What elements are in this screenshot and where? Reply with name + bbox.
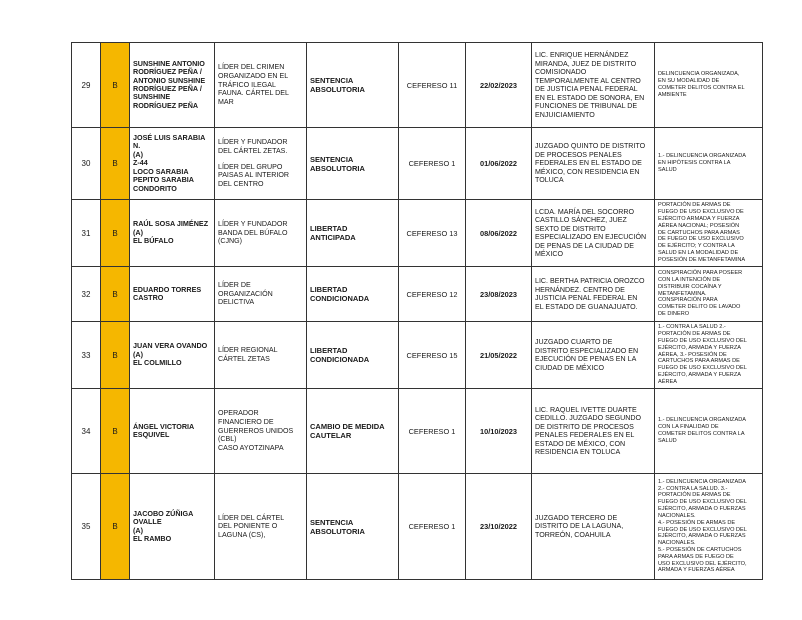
court-authority-line: EN EL ESTADO DE SONORA, EN bbox=[535, 93, 645, 102]
legal-status-line: CAUTELAR bbox=[310, 431, 352, 440]
subject-role-line: LÍDER DEL CRIMEN bbox=[218, 63, 285, 72]
subject-role-line: LAGUNA (CS), bbox=[218, 530, 266, 539]
court-authority bbox=[532, 474, 655, 580]
subject-name-line: LOCO SARABIA bbox=[133, 166, 189, 176]
level-badge: B bbox=[101, 128, 130, 200]
prison-name: CEFERESO 1 bbox=[399, 474, 466, 580]
subject-role-line: (CBL) bbox=[218, 435, 237, 444]
legal-status-line: LIBERTAD bbox=[310, 346, 348, 355]
table-row bbox=[72, 389, 763, 474]
subject-role-line: (CJNG) bbox=[218, 237, 243, 246]
legal-status-line: ABSOLUTORIA bbox=[310, 163, 365, 173]
legal-status-line: SENTENCIA bbox=[310, 76, 354, 85]
crime-description-line: COMETER DELITOS CONTRA EL bbox=[658, 85, 745, 91]
line-gap bbox=[218, 156, 303, 163]
prison-name: CEFERESO 1 bbox=[399, 389, 466, 474]
court-authority-line: DE JUSTICIA PENAL FEDERAL bbox=[535, 85, 638, 93]
crime-description-line: SALUD EN LA MODALIDAD DE bbox=[658, 250, 739, 257]
subject-name-line: N. bbox=[133, 141, 141, 151]
subject-name-line: JOSÉ LUIS SARABIA bbox=[133, 132, 206, 142]
court-authority-line: LCDA. MARÍA DEL SOCORRO bbox=[535, 207, 635, 216]
row-number: 33 bbox=[72, 322, 101, 389]
subject-role-line: MAR bbox=[218, 97, 234, 106]
subject-name-line: ÁNGEL VICTORIA bbox=[133, 421, 195, 431]
subject-name-line: RODRÍGUEZ PEÑA / bbox=[133, 84, 202, 93]
court-authority-line: JUZGADO QUINTO DE DISTRITO bbox=[535, 142, 646, 151]
subject-role-line: DEL PONIENTE O bbox=[218, 522, 278, 531]
court-authority-line: JUZGADO TERCERO DE bbox=[535, 513, 618, 522]
court-authority-line: ESPECIALIZADO EN EJECUCIÓN bbox=[535, 233, 647, 241]
court-authority bbox=[532, 389, 655, 474]
resolution-date: 23/10/2022 bbox=[466, 474, 532, 580]
subject-role-line: LÍDER DEL GRUPO bbox=[218, 162, 283, 171]
row-number: 34 bbox=[72, 389, 101, 474]
subject-name-line: SUNSHINE bbox=[133, 92, 171, 102]
resolution-date: 01/06/2022 bbox=[466, 128, 532, 200]
subject-name-line: (A) bbox=[133, 149, 143, 159]
subject-role-line: DEL CÁRTEL ZETAS. bbox=[218, 147, 288, 156]
crime-description-line: COMETER DELITO DE LAVADO bbox=[658, 304, 741, 311]
crime-description-line: CARTUCHOS PARA ARMAS DE bbox=[658, 358, 740, 365]
subject-role-line: PAISAS AL INTERIOR bbox=[218, 171, 289, 180]
subject-name-line: CASTRO bbox=[133, 293, 164, 302]
subject-name-line: PEPITO SARABIA bbox=[133, 175, 194, 185]
legal-status bbox=[307, 128, 399, 200]
crime-description-line: PORTACIÓN DE ARMAS DE bbox=[658, 331, 731, 338]
prison-name: CEFERESO 1 bbox=[399, 128, 466, 200]
legal-status bbox=[307, 267, 399, 322]
subject-name-line: RODRÍGUEZ PEÑA / bbox=[133, 67, 202, 77]
legal-status bbox=[307, 322, 399, 389]
subject-role-line: BANDA DEL BÚFALO bbox=[218, 228, 288, 237]
crime-description-line: SALUD bbox=[658, 166, 677, 173]
crime-description-line: PORTACIÓN DE ARMAS DE bbox=[658, 492, 731, 499]
court-authority-line: LIC. RAQUEL IVETTE DUARTE bbox=[535, 405, 637, 414]
court-authority-line: TEMPORALMENTE AL CENTRO bbox=[535, 76, 641, 85]
subject-name-line: EL COLMILLO bbox=[133, 358, 182, 368]
court-authority-line: JUZGADO CUARTO DE bbox=[535, 338, 613, 346]
court-authority-line: EL ESTADO DE GUANAJUATO. bbox=[535, 302, 638, 311]
legal-status-line: CAMBIO DE MEDIDA bbox=[310, 422, 385, 431]
court-authority-line: SEXTO DE DISTRITO bbox=[535, 224, 606, 233]
crime-description bbox=[655, 128, 763, 200]
court-authority-line: EJECUCIÓN DE PENAS EN LA bbox=[535, 355, 637, 363]
court-authority-line: LIC. BERTHA PATRICIA OROZCO bbox=[535, 277, 645, 285]
crime-description-line: EN SU MODALIDAD DE bbox=[658, 78, 720, 85]
court-authority-line: MÉXICO bbox=[535, 250, 563, 258]
court-authority-line: HERNÁNDEZ. CENTRO DE bbox=[535, 285, 625, 294]
court-authority bbox=[532, 128, 655, 200]
legal-status-line: SENTENCIA bbox=[310, 154, 354, 164]
subject-role bbox=[215, 200, 307, 267]
crime-description-line: EJÉRCITO, ARMADA O FUERZAS bbox=[658, 506, 746, 513]
resolution-date: 21/05/2022 bbox=[466, 322, 532, 389]
subject-name bbox=[130, 200, 215, 267]
legal-status-line: ABSOLUTORIA bbox=[310, 526, 365, 536]
court-authority-line: DISTRITO DE LA LAGUNA, bbox=[535, 522, 624, 531]
court-authority-line: CIUDAD DE MÉXICO bbox=[535, 363, 604, 372]
crime-description-line: CON LA INTENCIÓN DE bbox=[658, 276, 721, 283]
crime-description-line: 2.- CONTRA LA SALUD. 3.- bbox=[658, 485, 728, 492]
crime-description-line: FUEGO DE USO EXCLUSIVO DEL bbox=[658, 526, 747, 533]
crime-description-line: CONSPIRACIÓN PARA bbox=[658, 297, 718, 304]
subject-role bbox=[215, 43, 307, 128]
crime-description-line: FUEGO DE USO EXCLUSIVO DE bbox=[658, 209, 744, 216]
subject-name bbox=[130, 43, 215, 128]
crime-description-line: METANFETAMINA. bbox=[658, 290, 707, 297]
legal-status-line: SENTENCIA bbox=[310, 517, 354, 527]
prison-name: CEFERESO 12 bbox=[399, 267, 466, 322]
court-authority-line: FEDERALES EN EL ESTADO DE bbox=[535, 159, 642, 168]
subject-role-line: LÍDER Y FUNDADOR bbox=[218, 220, 288, 229]
court-authority bbox=[532, 267, 655, 322]
subject-name-line: JUAN VERA OVANDO bbox=[133, 341, 208, 351]
prison-name: CEFERESO 11 bbox=[399, 43, 466, 128]
crime-description-line: EJÉRCITO ARMADA Y FUERZA bbox=[658, 215, 740, 222]
court-authority bbox=[532, 43, 655, 128]
court-authority-line: RESIDENCIA EN TOLUCA bbox=[535, 448, 621, 456]
crime-description-line: 1.- CONTRA LA SALUD 2.- bbox=[658, 324, 726, 331]
crime-description-line: FUEGO DE USO EXCLUSIVO DEL bbox=[658, 499, 747, 506]
subject-name-line: ESQUIVEL bbox=[133, 430, 170, 439]
legal-status-line: CONDICIONADA bbox=[310, 355, 370, 364]
court-authority-line: PENALES FEDERALES EN EL bbox=[535, 431, 635, 439]
subject-name-line: JACOBO ZÚÑIGA bbox=[133, 508, 194, 518]
court-authority-line: COMISIONADO bbox=[535, 68, 587, 76]
table-row bbox=[72, 128, 763, 200]
crime-description-line: FUEGO DE USO EXCLUSIVO DEL bbox=[658, 337, 747, 344]
crime-description-line: DE CARTUCHOS PARA ARMAS bbox=[658, 229, 740, 236]
subject-role bbox=[215, 267, 307, 322]
crime-description-line: 1.- DELINCUENCIA ORGANIZADA bbox=[658, 153, 746, 160]
crime-description-line: AÉREA, 3.- POSESIÓN DE bbox=[658, 351, 727, 358]
level-badge: B bbox=[101, 267, 130, 322]
court-authority-line: DE PROCESOS PENALES bbox=[535, 150, 622, 159]
court-authority-line: TORREÓN, COAHUILA bbox=[535, 530, 611, 539]
crime-description-line: DE DINERO bbox=[658, 311, 690, 318]
court-authority-line: LIC. ENRIQUE HERNÁNDEZ bbox=[535, 51, 629, 59]
subject-name bbox=[130, 322, 215, 389]
level-badge: B bbox=[101, 322, 130, 389]
crime-description-line: CON LA FINALIDAD DE bbox=[658, 424, 719, 431]
subject-name-line: (A) bbox=[133, 227, 143, 237]
legal-status-line: ANTICIPADA bbox=[310, 233, 356, 242]
court-authority-line: DE DISTRITO DE PROCESOS bbox=[535, 422, 634, 431]
subject-role-line: LÍDER DEL CÁRTEL bbox=[218, 513, 285, 522]
legal-status-line: LIBERTAD bbox=[310, 285, 348, 294]
subject-role-line: FINANCIERO DE bbox=[218, 418, 274, 427]
court-authority-line: MÉXICO, CON RESIDENCIA EN bbox=[535, 167, 640, 176]
crime-description bbox=[655, 474, 763, 580]
row-number: 29 bbox=[72, 43, 101, 128]
court-authority-line: JUSTICIA PENAL FEDERAL EN bbox=[535, 294, 638, 302]
subject-name-line: RAÚL SOSA JIMÉNEZ bbox=[133, 219, 209, 229]
legal-status-line: ABSOLUTORIA bbox=[310, 85, 365, 94]
level-badge: B bbox=[101, 389, 130, 474]
court-authority-line: TOLUCA bbox=[535, 176, 564, 185]
crime-description bbox=[655, 389, 763, 474]
crime-description-line: SALUD bbox=[658, 437, 677, 444]
crime-description-line: USO EXCLUSIVO DEL EJÉRCITO, bbox=[658, 560, 747, 567]
court-authority-line: CEDILLO. JUZGADO SEGUNDO bbox=[535, 414, 642, 422]
table-row bbox=[72, 474, 763, 580]
crime-description-line: POSESIÓN DE METANFETAMINA bbox=[658, 256, 746, 263]
records-table bbox=[71, 42, 763, 580]
subject-name-line: ANTONIO SUNSHINE bbox=[133, 75, 206, 85]
crime-description-line: DELINCUENCIA ORGANIZADA, bbox=[658, 71, 740, 78]
subject-role-line: LÍDER Y FUNDADOR bbox=[218, 138, 288, 147]
legal-status bbox=[307, 389, 399, 474]
crime-description-line: AÉREA NACIONAL; POSESIÓN bbox=[658, 222, 740, 229]
subject-role-line: DELICTIVA bbox=[218, 298, 255, 307]
crime-description-line: ARMADA Y FUERZAS AÉREA bbox=[658, 567, 735, 574]
court-authority-line: ESTADO DE MÉXICO, CON bbox=[535, 439, 626, 448]
table-row bbox=[72, 322, 763, 389]
subject-role-line: ORGANIZADO EN EL bbox=[218, 72, 289, 81]
subject-role-line: FAUNA. CÁRTEL DEL bbox=[218, 89, 289, 98]
prison-name: CEFERESO 15 bbox=[399, 322, 466, 389]
crime-description-line: 5.- POSESIÓN DE CARTUCHOS bbox=[658, 546, 742, 553]
resolution-date: 22/02/2023 bbox=[466, 43, 532, 128]
row-number: 32 bbox=[72, 267, 101, 322]
subject-role-line: GUERREROS UNIDOS bbox=[218, 426, 294, 435]
court-authority-line: DISTRITO ESPECIALIZADO EN bbox=[535, 346, 639, 355]
subject-name-line: SUNSHINE ANTONIO bbox=[133, 58, 205, 68]
resolution-date: 08/06/2022 bbox=[466, 200, 532, 267]
subject-role-line: LÍDER REGIONAL bbox=[218, 346, 278, 355]
crime-description-line: PARA ARMAS DE FUEGO DE bbox=[658, 553, 734, 560]
subject-name-line: EL BÚFALO bbox=[133, 236, 174, 246]
subject-role-line: LÍDER DE bbox=[218, 281, 251, 290]
crime-description-line: PORTACIÓN DE ARMAS DE bbox=[658, 202, 731, 209]
crime-description-line: AMBIENTE bbox=[658, 91, 687, 98]
crime-description bbox=[655, 200, 763, 267]
crime-description-line: EJÉRCITO, ARMADA Y FUERZA bbox=[658, 344, 741, 351]
crime-description-line: 1.- DELINCUENCIA ORGANIZADA bbox=[658, 478, 746, 485]
subject-name-line: (A) bbox=[133, 349, 143, 359]
crime-description-line: EN HIPÓTESIS CONTRA LA bbox=[658, 160, 731, 167]
prison-name: CEFERESO 13 bbox=[399, 200, 466, 267]
court-authority-line: MIRANDA, JUEZ DE DISTRITO bbox=[535, 59, 637, 68]
crime-description bbox=[655, 322, 763, 389]
crime-description-line: FUEGO DE USO EXCLUSIVO DEL bbox=[658, 365, 747, 372]
subject-name-line: (A) bbox=[133, 525, 143, 535]
crime-description-line: DE FUEGO DE USO EXCLUSIVO bbox=[658, 236, 744, 243]
crime-description-line: DE EJÉRCITO; Y CONTRA LA bbox=[658, 243, 735, 250]
court-authority-line: DE PENAS DE LA CIUDAD DE bbox=[535, 241, 634, 250]
row-number: 30 bbox=[72, 128, 101, 200]
crime-description-line: EJÉRCITO, ARMADA Y FUERZA bbox=[658, 372, 741, 379]
subject-name-line: EL RAMBO bbox=[133, 533, 172, 543]
subject-name-line: EDUARDO TORRES bbox=[133, 284, 202, 294]
subject-name bbox=[130, 389, 215, 474]
subject-name bbox=[130, 267, 215, 322]
court-authority bbox=[532, 200, 655, 267]
subject-role-line: CASO AYOTZINAPA bbox=[218, 443, 284, 452]
court-authority-line: FUNCIONES DE TRIBUNAL DE bbox=[535, 102, 638, 110]
table-row bbox=[72, 267, 763, 322]
legal-status bbox=[307, 200, 399, 267]
subject-role-line: TRÁFICO ILEGAL bbox=[218, 80, 276, 89]
subject-role-line: DEL CENTRO bbox=[218, 179, 264, 188]
legal-status-line: LIBERTAD bbox=[310, 224, 348, 233]
row-number: 35 bbox=[72, 474, 101, 580]
court-authority-line: CASTILLO SÁNCHEZ, JUEZ bbox=[535, 216, 627, 224]
crime-description-line: 4.- POSESIÓN DE ARMAS DE bbox=[658, 519, 736, 526]
subject-role bbox=[215, 322, 307, 389]
table-row bbox=[72, 200, 763, 267]
subject-name-line: RODRÍGUEZ PEÑA bbox=[133, 100, 199, 110]
crime-description-line: EJÉRCITO, ARMADA O FUERZAS bbox=[658, 533, 746, 540]
level-badge: B bbox=[101, 43, 130, 128]
subject-name-line: OVALLE bbox=[133, 517, 162, 527]
legal-status bbox=[307, 43, 399, 128]
subject-role-line: OPERADOR bbox=[218, 409, 259, 418]
crime-description-line: COMETER DELITOS CONTRA LA bbox=[658, 431, 745, 437]
resolution-date: 10/10/2023 bbox=[466, 389, 532, 474]
subject-name bbox=[130, 474, 215, 580]
row-number: 31 bbox=[72, 200, 101, 267]
court-authority bbox=[532, 322, 655, 389]
subject-role bbox=[215, 474, 307, 580]
legal-status-line: CONDICIONADA bbox=[310, 294, 370, 303]
court-authority-line: ENJUICIAMIENTO bbox=[535, 110, 595, 119]
subject-role bbox=[215, 128, 307, 200]
crime-description bbox=[655, 267, 763, 322]
subject-name-line: CONDORITO bbox=[133, 183, 177, 193]
subject-name bbox=[130, 128, 215, 200]
crime-description-line: CONSPIRACIÓN PARA POSEER bbox=[658, 270, 743, 277]
crime-description-line: DISTRIBUIR COCAÍNA Y bbox=[658, 283, 722, 290]
crime-description-line: NACIONALES. bbox=[658, 512, 696, 519]
crime-description-line: 1.- DELINCUENCIA ORGANIZADA bbox=[658, 417, 746, 424]
resolution-date: 23/08/2023 bbox=[466, 267, 532, 322]
subject-name-line: Z-44 bbox=[133, 158, 148, 168]
level-badge: B bbox=[101, 200, 130, 267]
level-badge: B bbox=[101, 474, 130, 580]
crime-description-line: NACIONALES. bbox=[658, 540, 696, 547]
crime-description bbox=[655, 43, 763, 128]
subject-role bbox=[215, 389, 307, 474]
crime-description-line: AÉREA bbox=[658, 378, 677, 385]
legal-status bbox=[307, 474, 399, 580]
table-row bbox=[72, 43, 763, 128]
subject-role-line: ORGANIZACIÓN bbox=[218, 289, 273, 298]
subject-role-line: CÁRTEL ZETAS bbox=[218, 355, 270, 363]
